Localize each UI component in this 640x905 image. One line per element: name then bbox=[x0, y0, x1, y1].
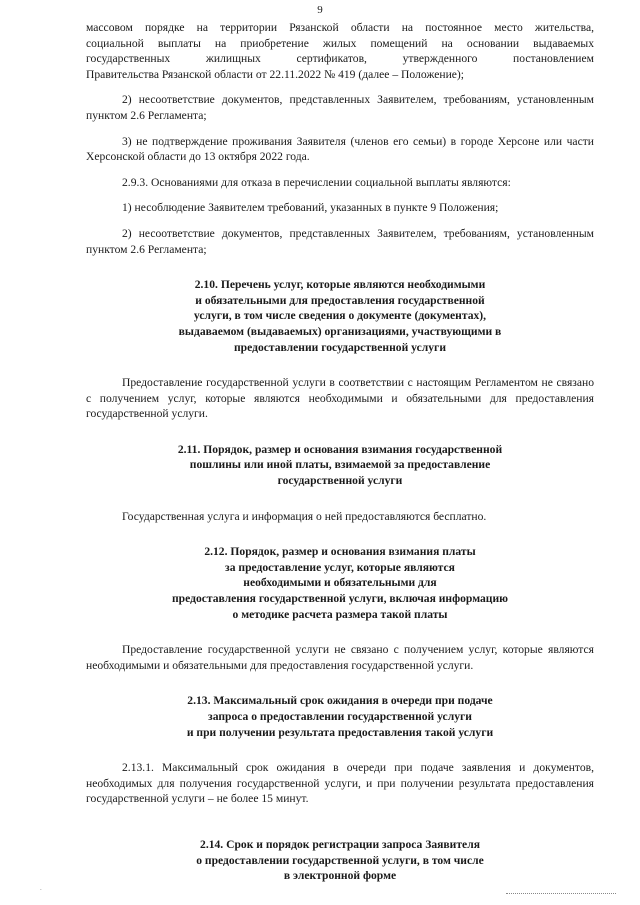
continuation-line-1: массовом порядке на территории Рязанской области на постоянное место жительства, bbox=[86, 21, 594, 34]
section-text-2-11: Государственная услуга и информация о ней предоставляются бесплатно. bbox=[122, 509, 487, 523]
scan-mark: . bbox=[40, 884, 42, 892]
paragraph-2-9-3-item-2: 2) несоответствие документов, представленных Заявителем, требованиям, установленным пунктом 2.6 Регламента; bbox=[86, 226, 594, 256]
section-text-2-10: Предоставление государственной услуги в соответствии с настоящим Регламентом не связано с получением услуг, которые являются необходимыми и обязательными для предоставления государственной услуги. bbox=[86, 376, 594, 421]
section-text-2-13-1: 2.13.1. Максимальный срок ожидания в очереди при подаче заявления и документов, необходимых для получения государственной услуги, и при получении результата предоставления государственной услуги – не более 15 минут. bbox=[86, 761, 594, 806]
document-body bbox=[86, 20, 594, 884]
section-heading-2-11: 2.11. Порядок, размер и основания взимания государственной пошлины или иной платы, взимаемой за предоставление государственной услуги bbox=[177, 442, 503, 488]
continuation-line-4: Правительства Рязанской области от 22.11.2022 № 419 (далее – Положение); bbox=[86, 67, 464, 81]
section-text-2-12: Предоставление государственной услуги не связано с получением услуг, которые являются необходимыми и обязательными для предоставления государственной услуги. bbox=[86, 643, 594, 672]
section-heading-2-14: 2.14. Срок и порядок регистрации запроса Заявителя о предоставлении государственной услуги, в том числе в электронной форме bbox=[196, 837, 484, 883]
refusal-item-2: 2) несоответствие документов, представленных Заявителем, требованиям, установленным пунктом 2.6 Регламента; bbox=[86, 93, 594, 122]
section-heading-2-12: 2.12. Порядок, размер и основания взимания платы за предоставление услуг, которые являются необходимыми и обязательными для предоставления государственной услуги, включая информацию о методике расчета размера такой платы bbox=[171, 545, 509, 621]
page-number: 9 bbox=[317, 4, 323, 16]
section-heading-2-10: 2.10. Перечень услуг, которые являются необходимыми и обязательными для предоставления государственной услуги, в том числе сведения о документе (документах), выдаваемом (выдаваемых) организациями, участвующими в предоставлении государственной услуги bbox=[178, 278, 502, 354]
section-heading-2-13: 2.13. Максимальный срок ожидания в очереди при подаче запроса о предоставлении государственной услуги и при получении результата предоставления такой услуги bbox=[186, 694, 494, 739]
continuation-line-2: социальной выплаты на приобретение жилых помещений на основании выдаваемых bbox=[86, 36, 594, 50]
continuation-line-3: государственных жилищных сертификатов, утвержденного постановлением bbox=[86, 52, 594, 66]
paragraph-2-9-3: 2.9.3. Основаниями для отказа в перечислении социальной выплаты являются: bbox=[122, 175, 511, 189]
scan-rule bbox=[506, 893, 616, 894]
paragraph-2-9-3-item-1: 1) несоблюдение Заявителем требований, указанных в пункте 9 Положения; bbox=[122, 201, 499, 215]
refusal-item-3: 3) не подтверждение проживания Заявителя (членов его семьи) в городе Херсоне или части Херсонской области до 13 октября 2022 года. bbox=[86, 134, 594, 164]
